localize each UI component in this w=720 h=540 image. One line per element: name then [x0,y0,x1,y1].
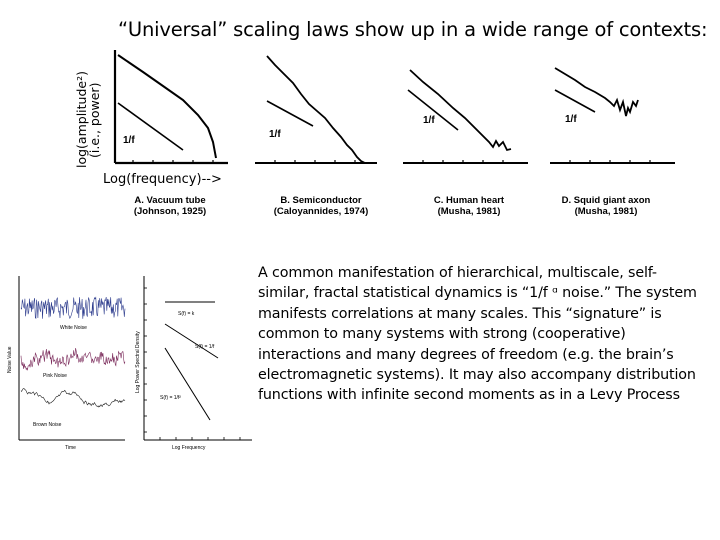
description-line: common to many systems with strong (cooperative) [258,326,626,343]
panel-vacuum-tube [103,50,233,190]
pink-noise-label: Pink Noise [43,373,67,379]
noise-y-axis-label: Noise Value [7,346,13,373]
psd-x-axis-label: Log Frequency [172,445,206,451]
psd-line-white: S(f) = k [178,311,195,317]
panel-b-caption: B. Semiconductor (Caloyannides, 1974) [273,195,369,217]
y-axis-label-line1: log(amplitude²) [74,71,89,168]
psd-line-pink: S(f) = 1/f [195,344,215,350]
description-line: manifests correlations at many scales. This “signature” is [258,305,662,322]
panel-squid-giant-axon [550,50,680,190]
panel-c-slope-label: 1/f [423,115,435,126]
description-paragraph [258,263,700,406]
pink-noise-trace [21,348,125,370]
x-axis-label: Log(frequency)--> [103,172,222,187]
white-noise-label: White Noise [60,325,87,331]
panel-a-slope-label: 1/f [123,135,135,146]
panel-b-slope-label: 1/f [269,129,281,140]
panel-semiconductor [255,50,385,190]
description-line: similar, fractal statistical dynamics is “1/f ᵅ noise.” The system [258,285,697,302]
brown-noise-label: Brown Noise [33,422,62,428]
description-line: interactions and many degrees of freedom (e.g. the brain’s [258,346,674,363]
slide-title: “Universal” scaling laws show up in a wide range of contexts: [118,18,708,41]
brown-noise-trace [21,389,125,408]
panel-a-caption: A. Vacuum tube (Johnson, 1925) [133,195,207,217]
panel-d-caption: D. Squid giant axon (Musha, 1981) [561,195,651,217]
panel-human-heart [403,50,533,190]
y-axis-label-line2: (i.e., power) [87,82,102,158]
noise-timeseries-figure [5,268,130,458]
panel-d-slope-label: 1/f [565,114,577,125]
white-noise-trace [21,297,125,319]
psd-y-axis-label: Log Power Spectral Density [135,331,141,393]
y-axis-label [74,40,102,170]
panel-c-caption: C. Human heart (Musha, 1981) [433,195,505,217]
description-line: functions with infinite second moments as in a Levy Process [258,387,680,404]
description-line: electromagnetic systems). It may also accompany distribution [258,367,696,384]
power-spectrum-figure [130,268,255,458]
description-line: A common manifestation of hierarchical, multiscale, self- [258,265,657,281]
noise-x-axis-label: Time [65,445,76,451]
psd-line-brown: S(f) = 1/f² [160,395,181,401]
